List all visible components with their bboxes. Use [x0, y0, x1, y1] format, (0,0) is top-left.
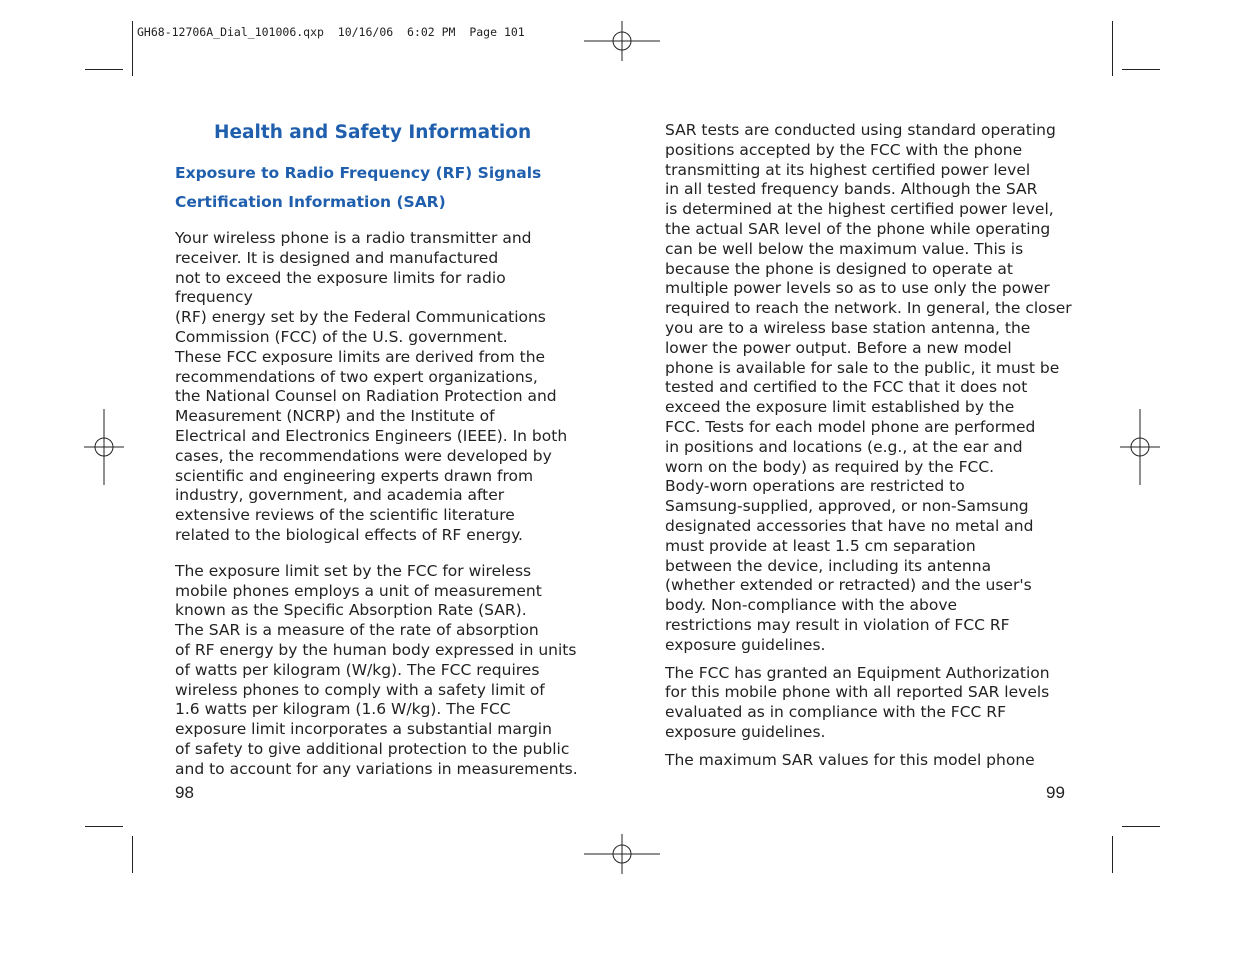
registration-mark-icon — [584, 834, 660, 874]
crop-mark — [132, 836, 133, 873]
crop-mark — [132, 21, 133, 76]
section-heading-sar: Certification Information (SAR) — [175, 193, 446, 211]
page-title: Health and Safety Information — [214, 122, 532, 143]
slug-line: GH68-12706A_Dial_101006.qxp 10/16/06 6:02 PM Page 101 — [137, 25, 525, 39]
page-number-left: 98 — [175, 783, 194, 802]
crop-mark — [85, 826, 123, 827]
registration-mark-icon — [584, 21, 660, 61]
registration-mark-icon — [1120, 409, 1160, 485]
right-page — [665, 121, 1075, 771]
body-paragraph: The FCC has granted an Equipment Authorization for this mobile phone with all reported SAR levels evaluated as in compliance with the FCC RF exposure guidelines. — [665, 663, 1050, 741]
registration-mark-icon — [84, 409, 124, 485]
page-number-right: 99 — [1046, 783, 1065, 802]
crop-mark — [1122, 826, 1160, 827]
crop-mark — [1112, 836, 1113, 873]
crop-mark — [1122, 69, 1160, 70]
crop-mark — [85, 69, 123, 70]
body-paragraph: Your wireless phone is a radio transmitter and receiver. It is designed and manufactured not to exceed the exposure limits for radio frequency (RF) energy set by the Federal Communications Commission (FCC) of the U.S. government. These FCC exposure limits are derived from the recommendations of two expert organizations, the National Counsel on Radiation Protection and Measurement (NCRP) and the Institute of Electrical and Electronics Engineers (IEEE). In both cases, the recommendations were developed by scientific and engineering experts drawn from industry, government, and academia after extensive reviews of the scientific literature related to the biological effects of RF energy. — [175, 229, 568, 544]
crop-mark — [1112, 21, 1113, 76]
body-paragraph: The maximum SAR values for this model phone — [665, 750, 1035, 769]
body-paragraph: The exposure limit set by the FCC for wireless mobile phones employs a unit of measurement known as the Specific Absorption Rate (SAR). The SAR is a measure of the rate of absorption of RF energy by the human body expressed in units of watts per kilogram (W/kg). The FCC requires wireless phones to comply with a safety limit of 1.6 watts per kilogram (1.6 W/kg). The FCC exposure limit incorporates a substantial margin of safety to give additional protection to the public and to account for any variations in measurements. — [175, 561, 578, 778]
body-paragraph: SAR tests are conducted using standard operating positions accepted by the FCC with the phone transmitting at its highest certified power level in all tested frequency bands. Although the SAR is determined at the highest certified power level, the actual SAR level of the phone while operating can be well below the maximum value. This is because the phone is designed to operate at multiple power levels so as to use only the power required to reach the network. In general, the closer you are to a wireless base station antenna, the lower the power output. Before a new model phone is available for sale to the public, it must be tested and certified to the FCC that it does not exceed the exposure limit established by the FCC. Tests for each model phone are performed in positions and locations (e.g., at the ear and worn on the body) as required by the FCC. Body-worn operations are restricted to Samsung-supplied, approved, or non-Samsung designated accessories that have no metal and must provide at least 1.5 cm separation between the device, including its antenna (whether extended or retracted) and the user's body. Non-compliance with the above restrictions may result in violation of FCC RF exposure guidelines. — [665, 121, 1072, 654]
left-page — [175, 118, 585, 780]
section-heading-rf-signals: Exposure to Radio Frequency (RF) Signals — [175, 164, 542, 182]
